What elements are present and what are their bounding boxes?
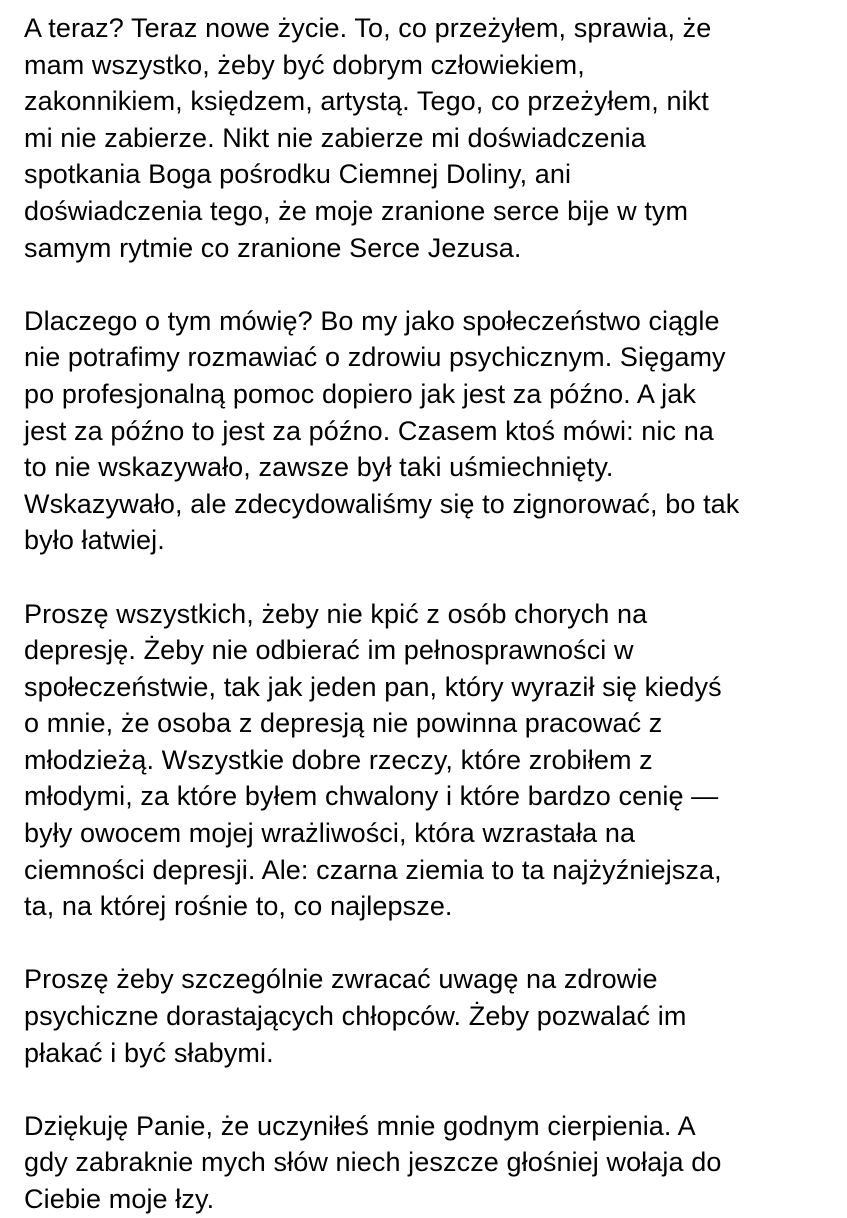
- text-line: były owocem mojej wrażliwości, która wzrastała na: [24, 818, 636, 849]
- text-line: zakonnikiem, księdzem, artystą. Tego, co przeżyłem, nikt: [24, 86, 709, 117]
- paragraph-4: [24, 961, 824, 1071]
- text-line: po profesjonalną pomoc dopiero jak jest za późno. A jak: [24, 378, 696, 409]
- text-line: spotkania Boga pośrodku Ciemnej Doliny, ani: [24, 159, 572, 190]
- text-line: gdy zabraknie mych słów niech jeszcze głośniej wołaja do: [24, 1147, 722, 1178]
- text-line: młodymi, za które byłem chwalony i które bardzo cenię —: [24, 781, 719, 812]
- paragraph-3: [24, 596, 824, 925]
- text-line: było łatwiej.: [24, 525, 165, 556]
- text-line: to nie wskazywało, zawsze był taki uśmiechnięty.: [24, 452, 614, 483]
- text-line: ciemności depresji. Ale: czarna ziemia to ta najżyźniejsza,: [24, 854, 722, 885]
- text-line: płakać i być słabymi.: [24, 1037, 274, 1068]
- text-line: Dziękuję Panie, że uczyniłeś mnie godnym cierpienia. A: [24, 1110, 696, 1141]
- paragraph-2: [24, 303, 824, 559]
- text-line: doświadczenia tego, że moje zranione serce bije w tym: [24, 195, 689, 226]
- document-body: [24, 10, 824, 1218]
- text-line: Wskazywało, ale zdecydowaliśmy się to zignorować, bo tak: [24, 488, 740, 519]
- text-line: mi nie zabierze. Nikt nie zabierze mi doświadczenia: [24, 122, 646, 153]
- paragraph-1: [24, 10, 824, 266]
- text-line: Proszę żeby szczególnie zwracać uwagę na zdrowie: [24, 964, 658, 995]
- text-line: o mnie, że osoba z depresją nie powinna pracować z: [24, 708, 663, 739]
- text-line: Ciebie moje łzy.: [24, 1184, 215, 1214]
- text-line: depresję. Żeby nie odbierać im pełnosprawności w: [24, 635, 634, 666]
- text-line: A teraz? Teraz nowe życie. To, co przeżyłem, sprawia, że: [24, 13, 712, 43]
- text-line: nie potrafimy rozmawiać o zdrowiu psychicznym. Sięgamy: [24, 342, 726, 373]
- text-line: psychiczne dorastających chłopców. Żeby pozwalać im: [24, 1001, 687, 1032]
- text-line: jest za późno to jest za późno. Czasem ktoś mówi: nic na: [24, 415, 714, 446]
- text-line: społeczeństwie, tak jak jeden pan, który wyraził się kiedyś: [24, 671, 722, 702]
- text-line: Dlaczego o tym mówię? Bo my jako społeczeństwo ciągle: [24, 305, 720, 336]
- text-line: samym rytmie co zranione Serce Jezusa.: [24, 232, 522, 263]
- text-line: Proszę wszystkich, żeby nie kpić z osób chorych na: [24, 598, 648, 629]
- paragraph-5: [24, 1108, 824, 1218]
- text-line: mam wszystko, żeby być dobrym człowiekiem,: [24, 49, 585, 80]
- text-line: młodzieżą. Wszystkie dobre rzeczy, które zrobiłem z: [24, 744, 653, 775]
- text-line: ta, na której rośnie to, co najlepsze.: [24, 891, 453, 922]
